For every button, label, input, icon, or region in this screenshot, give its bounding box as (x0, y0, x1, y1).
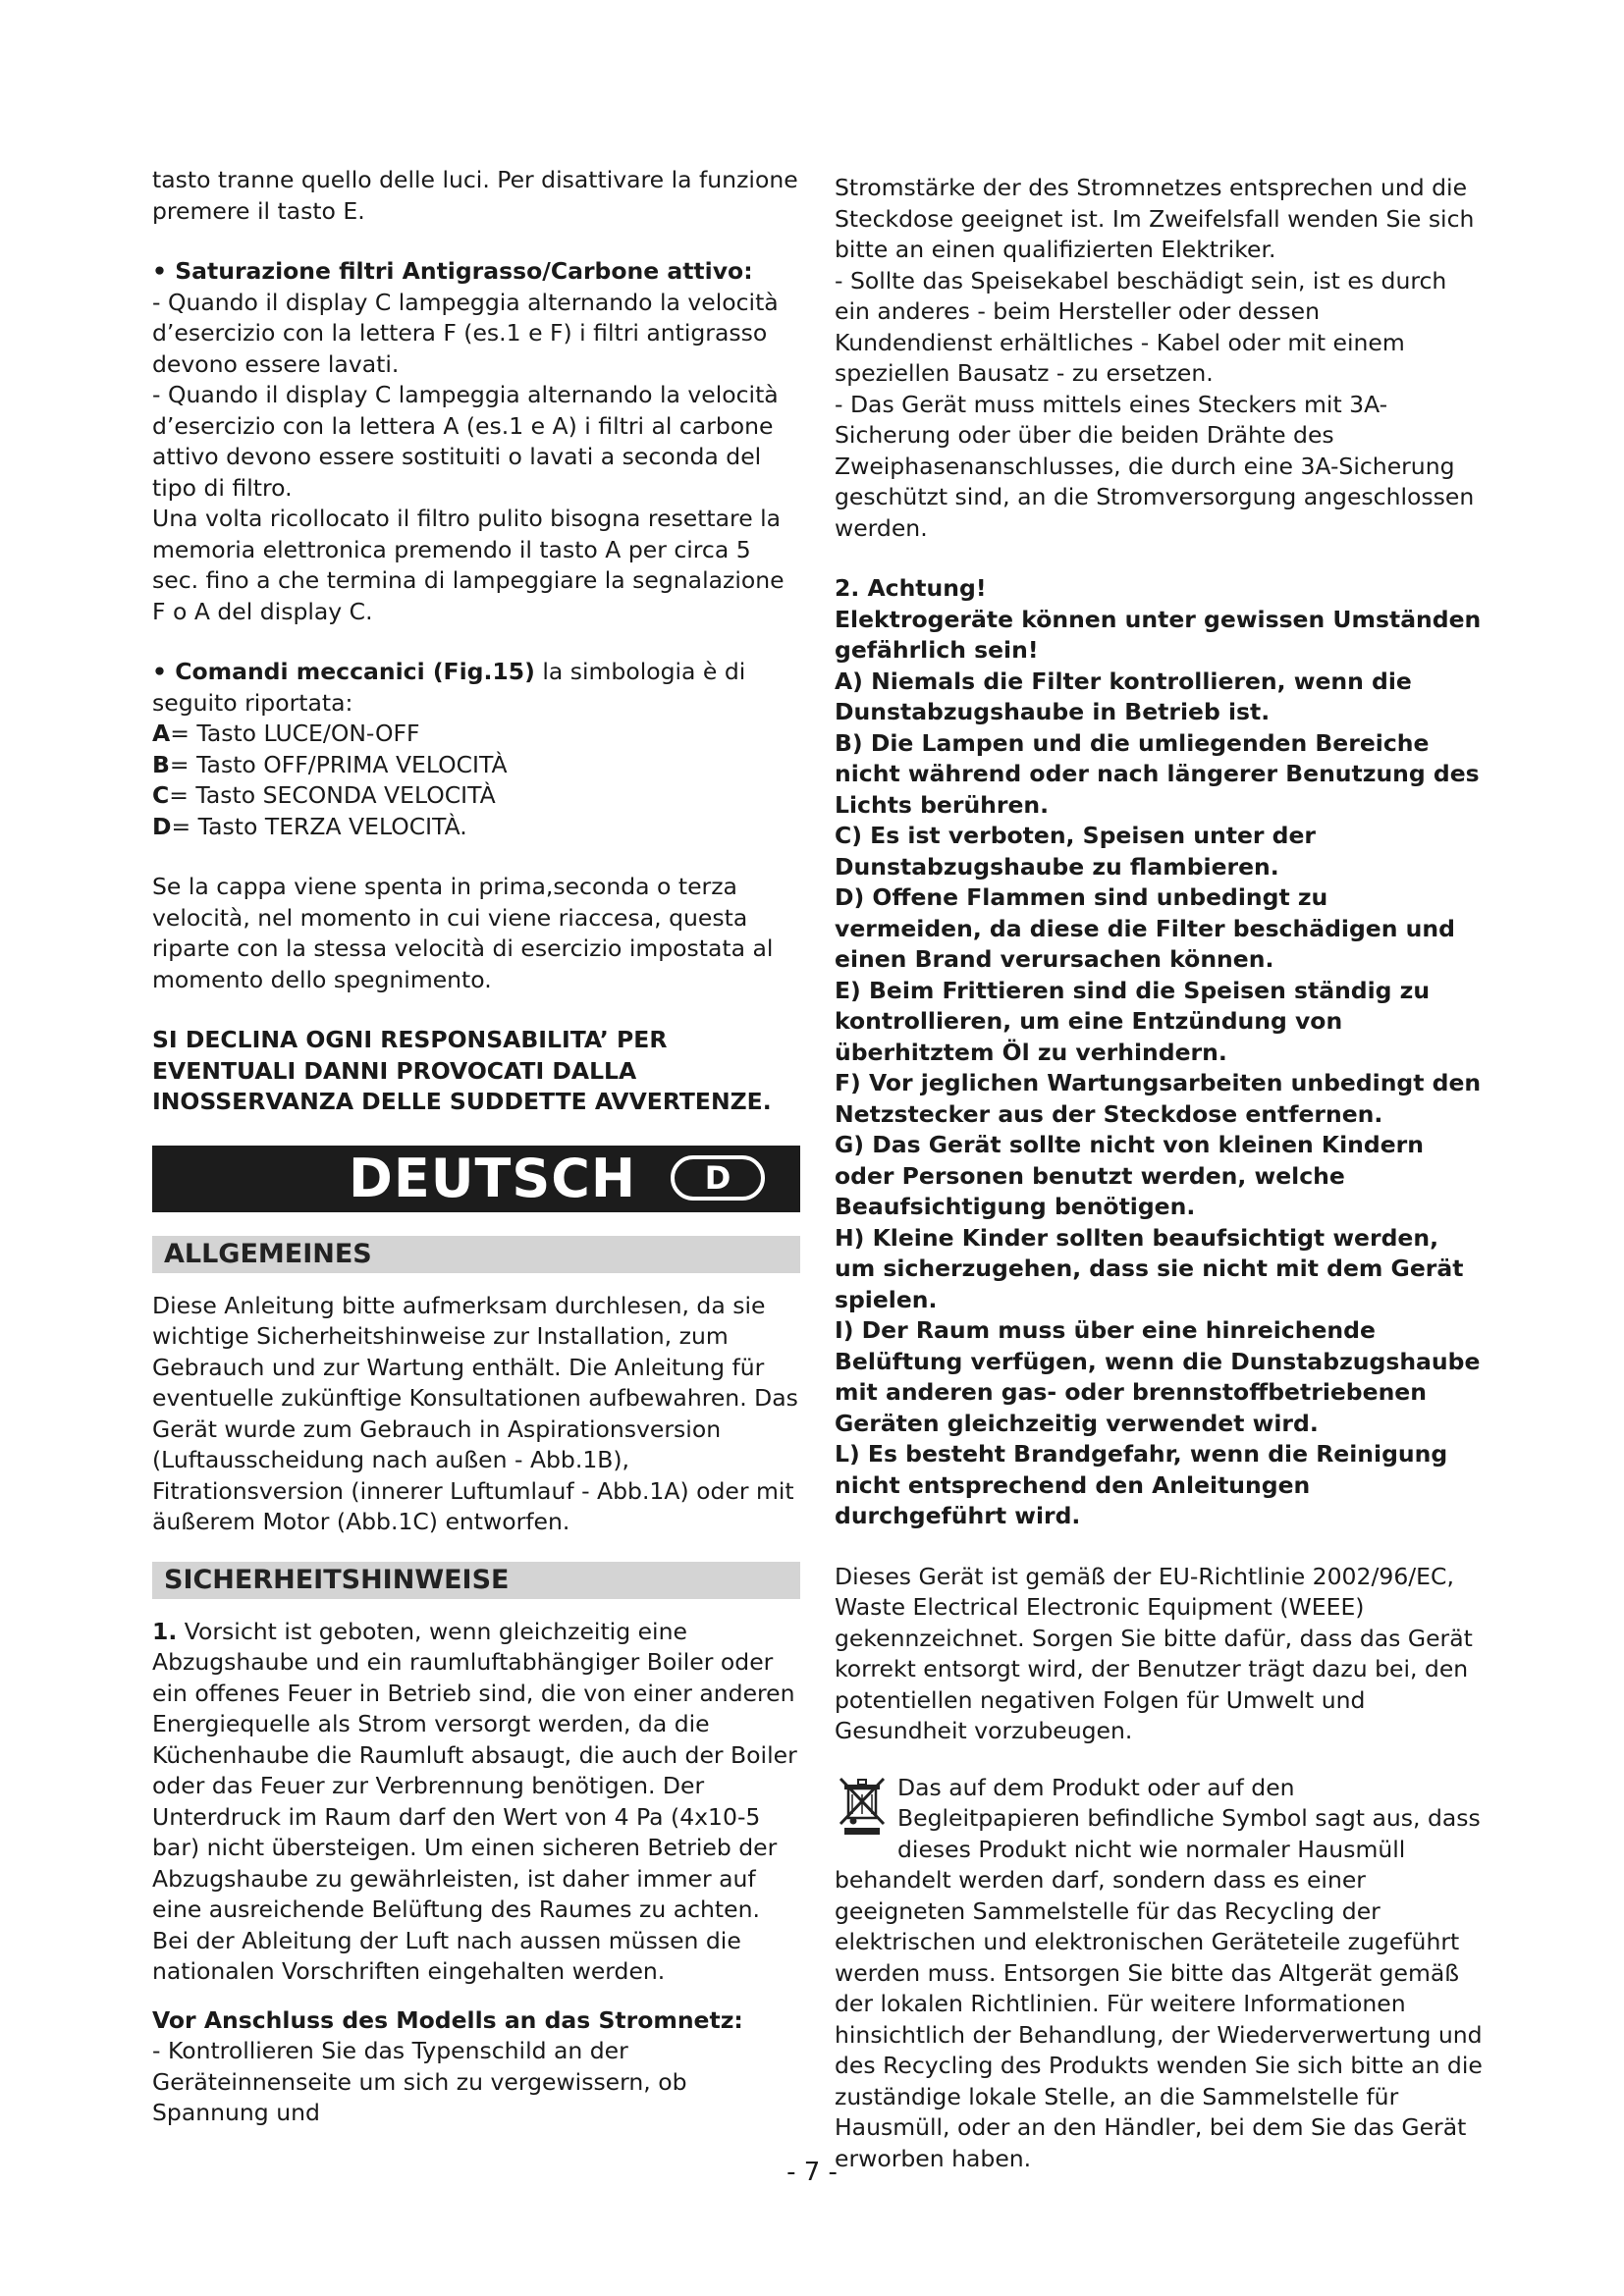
vorsicht-text: Vorsicht ist geboten, wenn gleichzeitig eine Abzugshaube und ein raumluftabhängiger Boiler oder ein offenes Feuer in Betrieb sind, die von einer anderen Energiequelle als Strom versorgt werden, da die Küchenhaube die Raumluft absaugt, die auch der Boiler oder das Feuer zur Verbrennung benötigen. Der Unterdruck im Raum darf den Wert von 4 Pa (4x10-5 bar) nicht übersteigen. Um einen sicheren Betrieb der Abzugshaube zu gewährleisten, ist daher immer auf eine ausreichende Belüftung des Raumes zu achten. Bei der Ableitung der Luft nach aussen müssen die nationalen Vorschriften eingehalten werden. (152, 1617, 797, 1985)
key-letter: B (152, 750, 170, 778)
key-text: = Tasto TERZA VELOCITÀ. (171, 812, 467, 840)
paragraph-stecker: - Das Gerät muss mittels eines Steckers mit 3A-Sicherung oder über die beiden Drähte des Zweiphasenanschlusses, die durch eine 3A-Sicherung geschützt sind, an die Stromversorgung angeschlossen werden. (835, 390, 1475, 542)
paragraph-saturazione-2: - Quando il display C lampeggia alternando la velocità d’esercizio con la lettera A (es.1 e A) i filtri al carbone attivo devono essere sostituiti o lavati a seconda del tipo di filtro. (152, 381, 779, 502)
paragraph-comandi (152, 657, 800, 719)
warning-item: I) Der Raum muss über eine hinreichende Belüftung verfügen, wenn die Dunstabzugshaube mit anderen gas- oder brennstoffbetriebenen Geräten gleichzeitig verwendet wird. (835, 1316, 1481, 1437)
banner-title: DEUTSCH (349, 1147, 637, 1209)
paragraph-saturazione-1: - Quando il display C lampeggia alternando la velocità d’esercizio con la lettera F (es.1 e F) i filtri antigrasso devono essere lavati. (152, 288, 779, 378)
language-banner (152, 1146, 800, 1212)
left-column (152, 165, 800, 2129)
warning-item: F) Vor jeglichen Wartungsarbeiten unbedingt den Netzstecker aus der Steckdose entfernen. (835, 1069, 1482, 1128)
paragraph-declina: SI DECLINA OGNI RESPONSABILITA’ PER EVENTUALI DANNI PROVOCATI DALLA INOSSERVANZA DELLE SUDDETTE AVVERTENZE. (152, 1026, 772, 1115)
crossed-out-wheelie-bin-icon (835, 1775, 892, 1836)
section-heading-allgemeines: ALLGEMEINES (152, 1236, 800, 1273)
key-item (152, 780, 800, 812)
key-text: = Tasto OFF/PRIMA VELOCITÀ (169, 750, 508, 778)
warning-list (835, 667, 1483, 1532)
paragraph-saturazione-3: Una volta ricollocato il filtro pulito bisogna resettare la memoria elettronica premendo il tasto A per circa 5 sec. fino a che termina di lampeggiare la segnalazione F o A del display C. (152, 505, 785, 625)
key-list (152, 719, 800, 842)
paragraph-cappa: Se la cappa viene spenta in prima,seconda o terza velocità, nel momento in cui viene riaccesa, questa riparte con la stessa velocità di esercizio impostata al momento dello spegnimento. (152, 873, 774, 993)
warning-item: G) Das Gerät sollte nicht von kleinen Kindern oder Personen benutzt werden, welche Beaufsichtigung benötigen. (835, 1131, 1424, 1220)
key-letter: A (152, 720, 171, 747)
paragraph-stromstaerke: Stromstärke der des Stromnetzes entsprechen und die Steckdose geeignet ist. Im Zweifelsfall wenden Sie sich bitte an einen qualifizierten Elektriker. (835, 174, 1475, 263)
heading-saturazione: • Saturazione filtri Antigrasso/Carbone attivo: (152, 257, 753, 285)
paragraph-typenschild: - Kontrollieren Sie das Typenschild an der Geräteinnenseite um sich zu vergewissern, ob Spannung und (152, 2037, 687, 2126)
warning-item: E) Beim Frittieren sind die Speisen ständig zu kontrollieren, um eine Entzündung von überhitztem Öl zu verhindern. (835, 976, 1431, 1066)
paragraph-speisekabel: - Sollte das Speisekabel beschädigt sein, ist es durch ein anderes - beim Hersteller oder dessen Kundendienst erhältliches - Kabel oder mit einem speziellen Bausatz - zu ersetzen. (835, 266, 1447, 387)
weee-notice (835, 1773, 1483, 2175)
right-column (835, 173, 1483, 2174)
comandi-text: la simbologia è di seguito riportata: (152, 658, 746, 717)
warning-item: H) Kleine Kinder sollten beaufsichtigt werden, um sicherzugehen, dass sie nicht mit dem Gerät spielen. (835, 1223, 1464, 1313)
heading-comandi: • Comandi meccanici (Fig.15) (152, 658, 535, 685)
heading-achtung: 2. Achtung! (835, 574, 987, 602)
paragraph-weee: Dieses Gerät ist gemäß der EU-Richtlinie 2002/96/EC, Waste Electrical Electronic Equipment (WEEE) gekennzeichnet. Sorgen Sie bitte dafür, dass das Gerät korrekt entsorgt wird, der Benutzer trägt dazu bei, den potentiellen negativen Folgen für Umwelt und Gesundheit vorzubeugen. (835, 1562, 1473, 1744)
section-heading-sicherheitshinweise: SICHERHEITSHINWEISE (152, 1562, 800, 1599)
warning-item: C) Es ist verboten, Speisen unter der Dunstabzugshaube zu flambieren. (835, 822, 1317, 881)
warning-item: L) Es besteht Brandgefahr, wenn die Reinigung nicht entsprechend den Anleitungen durchgeführt wird. (835, 1440, 1448, 1529)
key-item (152, 812, 800, 843)
paragraph-achtung-intro: Elektrogeräte können unter gewissen Umständen gefährlich sein! (835, 605, 1482, 664)
key-text: = Tasto LUCE/ON-OFF (170, 720, 420, 747)
key-item (152, 719, 800, 750)
key-text: = Tasto SECONDA VELOCITÀ (169, 781, 496, 809)
warning-item: B) Die Lampen und die umliegenden Bereiche nicht während oder nach längerer Benutzung des Lichts berühren. (835, 728, 1480, 819)
item-number: 1. (152, 1617, 178, 1645)
language-badge: D (671, 1155, 765, 1201)
warning-item: D) Offene Flammen sind unbedingt zu vermeiden, da diese die Filter beschädigen und einen Brand verursachen können. (835, 883, 1455, 973)
key-letter: D (152, 812, 172, 840)
paragraph-disattivare: tasto tranne quello delle luci. Per disattivare la funzione premere il tasto E. (152, 166, 798, 225)
key-item (152, 750, 800, 781)
key-letter: C (152, 781, 170, 809)
warning-item: A) Niemals die Filter kontrollieren, wenn die Dunstabzugshaube in Betrieb ist. (835, 667, 1412, 725)
paragraph-vorsicht (152, 1617, 800, 1988)
paragraph-symbol: Das auf dem Produkt oder auf den Begleitpapieren befindliche Symbol sagt aus, dass dieses Produkt nicht wie normaler Hausmüll behandelt werden darf, sondern dass es einer geeigneten Sammelstelle für das Recycling der elektrischen und elektronischen Geräteteile zugeführt werden muss. Entsorgen Sie bitte das Altgerät gemäß der lokalen Richtlinien. Für weitere Informationen hinsichtlich der Behandlung, der Wiederverwertung und des Recycling des Produkts wenden Sie sich bitte an die zuständige lokale Stelle, an die Sammelstelle für Hausmüll, oder an den Händler, bei dem Sie das Gerät erworben haben. (835, 1773, 1483, 2172)
heading-vor-anschluss: Vor Anschluss des Modells an das Stromnetz: (152, 2005, 743, 2034)
paragraph-allgemeines: Diese Anleitung bitte aufmerksam durchlesen, da sie wichtige Sicherheitshinweise zur Installation, zum Gebrauch und zur Wartung enthält. Die Anleitung für eventuelle zukünftige Konsultationen aufbewahren. Das Gerät wurde zum Gebrauch in Aspirationsversion (Luftausscheidung nach außen - Abb.1B), Fitrationsversion (innerer Luftumlauf - Abb.1A) oder mit äußerem Motor (Abb.1C) entworfen. (152, 1291, 798, 1535)
page-number: - 7 - (786, 2158, 838, 2187)
